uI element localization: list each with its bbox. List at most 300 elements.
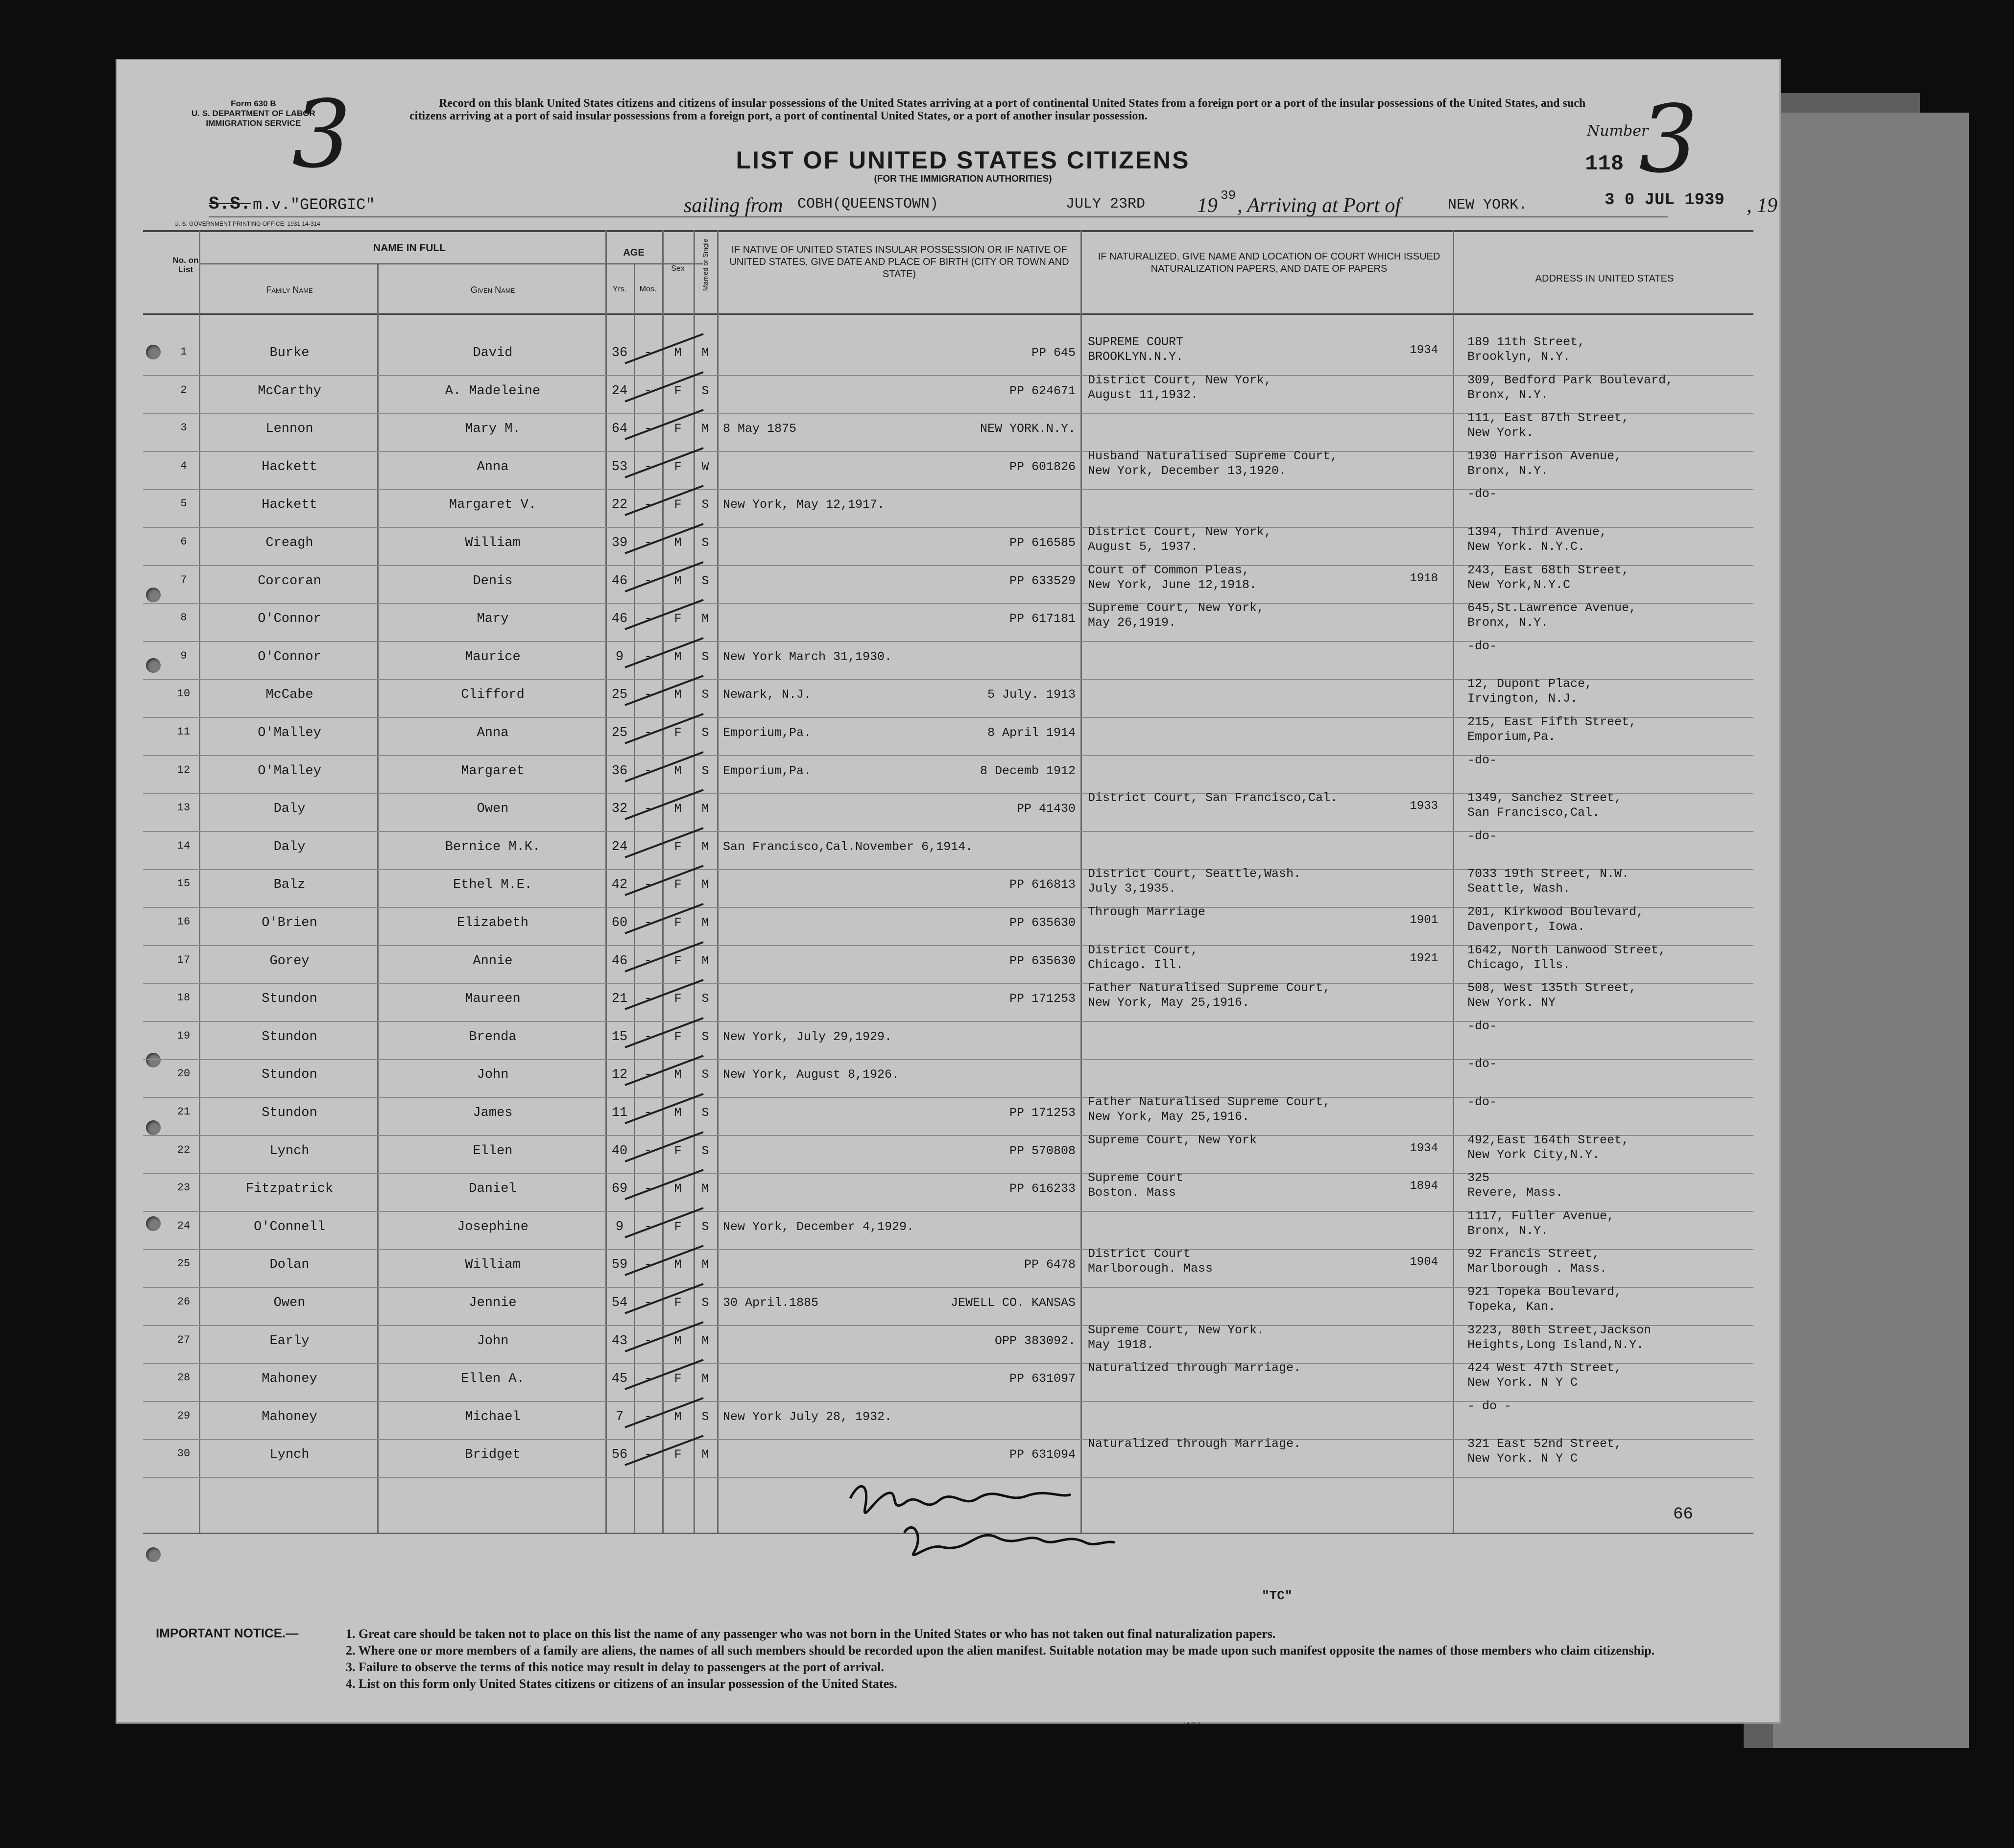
cell-addr1: -do- (1467, 1095, 1497, 1109)
cell-no: 2 (180, 383, 187, 396)
table-row (116, 1398, 1781, 1441)
cell-nat2: August 5, 1937. (1088, 540, 1199, 554)
cell-nat1: District Court, New York, (1088, 525, 1272, 539)
cell-sex: F (674, 422, 682, 436)
cell-nat-year (1379, 458, 1438, 496)
form-code-bottom: 14-314 (1183, 1722, 1200, 1728)
table-row (116, 373, 1781, 415)
cell-addr1: 1642, North Lanwood Street, (1467, 943, 1666, 957)
header-name-in-full: NAME IN FULL (373, 242, 446, 254)
cell-no: 20 (177, 1067, 191, 1080)
cell-addr1: 645,St.Lawrence Avenue, (1467, 601, 1637, 616)
table-row (116, 867, 1781, 908)
cell-family: O'Connor (258, 612, 321, 627)
cell-mos: - (644, 612, 652, 627)
check-mark-icon (620, 861, 718, 905)
cell-nat-year (1379, 1445, 1438, 1483)
notice-item: 3. Failure to observe the terms of this notice may result in delay to passengers at the port of arrival. (346, 1660, 884, 1674)
cell-nat-year (1379, 724, 1438, 761)
check-mark-icon (620, 785, 718, 829)
cell-age: 45 (611, 1372, 628, 1387)
manifest-page (116, 59, 1781, 1728)
check-mark-icon (620, 595, 718, 639)
header-age: AGE (623, 247, 645, 258)
cell-nat2: Marlborough. Mass (1088, 1261, 1213, 1276)
check-mark-icon (620, 823, 718, 867)
cell-ms: M (701, 877, 709, 892)
cell-ms: M (701, 346, 709, 360)
cell-addr1: 1394, Third Avenue, (1467, 525, 1607, 539)
cell-addr1: -do- (1467, 639, 1497, 653)
check-mark-icon (620, 633, 718, 677)
cell-birth-place: PP 616585 (1009, 536, 1076, 550)
cell-no: 4 (180, 459, 187, 472)
cell-nat1: District Court (1088, 1247, 1191, 1261)
table-row (116, 601, 1781, 642)
cell-birth-date: New York March 31,1930. (723, 649, 892, 664)
back-page-edge-2 (1773, 113, 1969, 1748)
cell-age: 42 (611, 877, 628, 893)
cell-nat-year (1379, 1408, 1438, 1445)
cell-age: 69 (611, 1182, 628, 1197)
cell-mos: - (644, 1257, 652, 1273)
check-mark-icon (620, 747, 718, 791)
cell-nat-year (1379, 990, 1438, 1027)
cell-sex: F (674, 877, 682, 892)
cell-given: Brenda (469, 1029, 517, 1044)
cell-addr1: 424 West 47th Street, (1467, 1361, 1622, 1375)
cell-given: Annie (473, 953, 513, 969)
cell-ms: S (701, 1296, 709, 1310)
cell-no: 14 (177, 839, 191, 852)
cell-birth-date: 30 April.1885 (723, 1296, 819, 1310)
port-to: NEW YORK. (1448, 197, 1528, 213)
cell-birth-place: PP 635630 (1009, 916, 1076, 930)
cell-ms: M (701, 612, 709, 626)
cell-no: 21 (177, 1106, 191, 1118)
table-row (116, 525, 1781, 567)
cell-given: David (473, 346, 513, 360)
cell-birth-date: Emporium,Pa. (723, 726, 812, 740)
cell-addr1: -do- (1467, 487, 1497, 501)
cell-birth-place: 5 July. 1913 (987, 687, 1076, 702)
cell-sex: M (674, 687, 682, 702)
cell-sex: M (674, 536, 682, 550)
cell-nat-year (1379, 1028, 1438, 1066)
table-top-rule (143, 230, 1753, 232)
cell-birth-place: PP 616813 (1009, 877, 1076, 892)
cell-given: Maurice (465, 649, 521, 664)
cell-mos: - (644, 422, 652, 437)
arriving-label: , Arriving at Port of (1237, 194, 1401, 217)
cell-birth-place: 8 April 1914 (987, 726, 1076, 740)
cell-given: John (477, 1333, 509, 1349)
cell-sex: M (674, 763, 682, 778)
cell-age: 9 (615, 1219, 624, 1234)
cell-sex: F (674, 612, 682, 626)
header-birth: IF NATIVE OF UNITED STATES INSULAR POSSESSION OR IF NATIVE OF UNITED STATES, GIVE DATE AND PLACE OF BIRTH (CITY OR TOWN AND STATE) (729, 244, 1069, 280)
header-address: ADDRESS IN UNITED STATES (1535, 273, 1674, 284)
cell-birth-date: Emporium,Pa. (723, 763, 812, 778)
cell-addr2: New York. N Y C (1467, 1451, 1578, 1466)
cell-addr1: 921 Topeka Boulevard, (1467, 1285, 1622, 1299)
cell-sex: M (674, 802, 682, 816)
cell-no: 17 (177, 953, 191, 966)
cell-birth-place: PP 617181 (1009, 612, 1076, 626)
cell-nat-year (1379, 420, 1438, 457)
cell-nat-year (1379, 838, 1438, 876)
cell-birth-date: Newark, N.J. (723, 687, 812, 702)
cell-family: Lynch (269, 1143, 310, 1159)
cell-mos: - (644, 1333, 652, 1349)
cell-sex: F (674, 726, 682, 740)
cell-given: Bernice M.K. (445, 839, 541, 854)
cell-addr2: Bronx, N.Y. (1467, 1223, 1549, 1238)
cell-given: Josephine (457, 1219, 528, 1234)
vessel-name: m.v."GEORGIC" (253, 196, 375, 214)
cell-family: Owen (273, 1296, 306, 1310)
cell-nat-year: 1904 (1410, 1256, 1438, 1269)
page-title: LIST OF UNITED STATES CITIZENS (736, 146, 1190, 174)
cell-no: 29 (177, 1409, 191, 1422)
cell-age: 25 (611, 726, 628, 740)
instructions-text: Record on this blank United States citizens and citizens of insular possessions of the United States arriving at a port of continental United States from a foreign port or a port of the insular possessions of the United States, and such citizens arriving at a port of said insular possessions from a foreign port, a port of continental United States, or a port of another insular possession. (409, 97, 1586, 122)
cell-addr1: 243, East 68th Street, (1467, 563, 1630, 577)
cell-birth-place: PP 171253 (1009, 1106, 1076, 1120)
cell-ms: M (701, 1257, 709, 1272)
cell-nat-year (1379, 686, 1438, 723)
cell-family: Mahoney (262, 1372, 317, 1387)
cell-given: Ethel M.E. (453, 877, 533, 893)
cell-given: Owen (477, 802, 509, 817)
cell-addr1: 215, East Fifth Street, (1467, 715, 1637, 729)
service-name: IMMIGRATION SERVICE (206, 118, 301, 128)
cell-nat2: Chicago. Ill. (1088, 957, 1184, 972)
cell-no: 5 (180, 498, 187, 510)
cell-nat-year: 1901 (1410, 914, 1438, 927)
cell-given: Denis (473, 573, 513, 589)
cell-birth-place: PP 633529 (1009, 573, 1076, 588)
cell-ms: S (701, 536, 709, 550)
check-mark-icon (620, 1279, 718, 1323)
cell-given: Anna (477, 726, 509, 740)
table-row (116, 335, 1781, 377)
cell-given: Jennie (469, 1296, 517, 1310)
cell-nat-year (1379, 382, 1438, 420)
cell-given: Clifford (461, 687, 525, 703)
header-years: Yrs. (612, 285, 627, 293)
cell-no: 3 (180, 422, 187, 434)
cell-addr2: Davenport, Iowa. (1467, 920, 1585, 934)
cell-age: 7 (615, 1409, 624, 1424)
cell-nat2: BROOKLYN.N.Y. (1088, 350, 1184, 364)
cell-ms: S (701, 763, 709, 778)
cell-sex: F (674, 1029, 682, 1044)
cell-addr2: Seattle, Wash. (1467, 881, 1571, 896)
cell-ms: M (701, 953, 709, 968)
cell-no: 19 (177, 1029, 191, 1042)
cell-nat-year (1379, 762, 1438, 800)
cell-mos: - (644, 536, 652, 550)
cell-family: Mahoney (262, 1409, 317, 1424)
table-row (116, 943, 1781, 985)
cell-given: Mary M. (465, 422, 521, 437)
cell-addr1: 309, Bedford Park Boulevard, (1467, 373, 1674, 387)
cell-nat-year (1379, 1294, 1438, 1331)
cell-nat2: May 26,1919. (1088, 616, 1176, 630)
table-row (116, 1208, 1781, 1251)
cell-family: Stundon (262, 992, 317, 1007)
table-row (116, 1361, 1781, 1402)
cell-family: Corcoran (258, 573, 321, 589)
notice-item: 1. Great care should be taken not to place on this list the name of any passenger who was not born in the United States or who has not taken out final naturalization papers. (346, 1627, 1276, 1641)
cell-ms: S (701, 1219, 709, 1234)
cell-ms: S (701, 726, 709, 740)
cell-age: 46 (611, 573, 628, 589)
cell-nat1: Supreme Court, New York (1088, 1133, 1257, 1147)
header-no: No. on List (172, 256, 199, 274)
check-mark-icon (620, 1089, 718, 1133)
cell-addr2: Irvington, N.J. (1467, 691, 1578, 706)
page-number: 66 (1673, 1505, 1693, 1524)
cell-no: 26 (177, 1296, 191, 1308)
cell-birth-date: San Francisco,Cal.November 6,1914. (723, 839, 973, 854)
check-mark-icon (620, 519, 718, 563)
cell-no: 28 (177, 1372, 191, 1384)
cell-birth-date: 8 May 1875 (723, 422, 797, 436)
cell-no: 9 (180, 649, 187, 662)
check-mark-icon (620, 1355, 718, 1399)
cell-nat-year: 1933 (1410, 800, 1438, 813)
cell-ms: S (701, 1143, 709, 1158)
cell-birth-place: PP 631094 (1009, 1447, 1076, 1462)
page-subtitle: (FOR THE IMMIGRATION AUTHORITIES) (874, 174, 1052, 184)
cell-nat-year: 1921 (1410, 951, 1438, 965)
cell-nat-year: 1918 (1410, 571, 1438, 585)
cell-ms: S (701, 687, 709, 702)
voyage-underline (209, 216, 1668, 217)
cell-mos: - (644, 687, 652, 703)
cell-age: 46 (611, 953, 628, 969)
cell-given: James (473, 1106, 513, 1120)
cell-sex: F (674, 1447, 682, 1462)
cell-age: 25 (611, 687, 628, 703)
cell-family: Lennon (265, 422, 313, 437)
cell-age: 21 (611, 992, 628, 1007)
cell-sex: F (674, 383, 682, 398)
punch-hole (146, 1547, 161, 1562)
cell-nat1: District Court, Seattle,Wash. (1088, 867, 1301, 881)
cell-sex: F (674, 992, 682, 1006)
signature (840, 1469, 1154, 1587)
table-row (116, 411, 1781, 452)
cell-age: 24 (611, 839, 628, 854)
notice-item: 4. List on this form only United States citizens or citizens of an insular possession of the United States. (346, 1677, 897, 1691)
cell-family: Fitzpatrick (245, 1182, 334, 1197)
cell-nat1: Supreme Court, New York, (1088, 601, 1265, 616)
cell-age: 36 (611, 763, 628, 779)
cell-ms: S (701, 1029, 709, 1044)
cell-family: Stundon (262, 1067, 317, 1083)
cell-family: Early (269, 1333, 310, 1349)
cell-addr1: 12, Dupont Place, (1467, 677, 1593, 691)
table-row (116, 1171, 1781, 1212)
cell-nat1: Through Marriage (1088, 905, 1206, 919)
cell-addr1: 1117, Fuller Avenue, (1467, 1208, 1615, 1223)
form-number: Form 630 B (231, 99, 276, 108)
check-mark-icon (620, 481, 718, 525)
cell-no: 27 (177, 1333, 191, 1346)
cell-no: 18 (177, 992, 191, 1004)
cell-addr2: New York,N.Y.C (1467, 577, 1571, 592)
notice-list (346, 1626, 1737, 1692)
header-married-single: Married or Single (701, 238, 709, 291)
cell-nat1: Supreme Court (1088, 1171, 1184, 1185)
cell-addr2: Chicago, Ills. (1467, 957, 1571, 972)
cell-no: 24 (177, 1219, 191, 1232)
header-given-name: Given Name (470, 285, 515, 295)
check-mark-icon (620, 367, 718, 411)
cell-addr1: -do- (1467, 829, 1497, 843)
sailing-date: JULY 23RD (1066, 196, 1146, 213)
cell-nat1: Naturalized through Marriage. (1088, 1361, 1301, 1375)
cell-addr2: Revere, Mass. (1467, 1185, 1563, 1200)
cell-no: 11 (177, 726, 191, 738)
table-header-rule (143, 313, 1753, 315)
cell-family: O'Malley (258, 726, 321, 740)
check-mark-icon (620, 1431, 718, 1475)
cell-family: Dolan (269, 1257, 310, 1273)
cell-addr2: San Francisco,Cal. (1467, 806, 1600, 820)
cell-given: Margaret V. (449, 498, 537, 513)
cell-age: 60 (611, 916, 628, 930)
cell-age: 64 (611, 422, 628, 437)
cell-age: 22 (611, 498, 628, 513)
handwritten-page-mark: 3 (292, 80, 351, 189)
cell-birth-place: PP 616233 (1009, 1182, 1076, 1196)
cell-nat1: Court of Common Pleas, (1088, 563, 1250, 577)
cell-family: O'Connell (254, 1219, 325, 1234)
cell-no: 13 (177, 802, 191, 814)
cell-given: Margaret (461, 763, 525, 779)
cell-nat1: Naturalized through Marriage. (1088, 1437, 1301, 1451)
table-row (116, 829, 1781, 871)
cell-birth-place: PP 645 (1031, 346, 1076, 360)
cell-birth-place: PP 6478 (1024, 1257, 1076, 1272)
cell-ms: S (701, 498, 709, 512)
cell-nat1: Husband Naturalised Supreme Court, (1088, 449, 1338, 463)
table-row (116, 1323, 1781, 1365)
tc-mark: "TC" (1262, 1588, 1293, 1603)
cell-no: 8 (180, 612, 187, 624)
check-mark-icon (620, 975, 718, 1019)
cell-nat-year (1379, 648, 1438, 686)
cell-sex: M (674, 1067, 682, 1082)
check-mark-icon (620, 329, 718, 373)
cell-nat-year (1379, 876, 1438, 913)
cell-mos: - (644, 1182, 652, 1197)
header-family-name: Family Name (266, 285, 313, 295)
cell-age: 11 (611, 1106, 628, 1120)
cell-no: 1 (180, 346, 187, 358)
notice-label: IMPORTANT NOTICE.— (156, 1626, 299, 1640)
table-row (116, 1019, 1781, 1061)
cell-no: 10 (177, 687, 191, 700)
header-naturalized: IF NATURALIZED, GIVE NAME AND LOCATION OF COURT WHICH ISSUED NATURALIZATION PAPERS, AND DATE OF PAPERS (1098, 251, 1440, 274)
cell-given: William (465, 1257, 521, 1273)
check-mark-icon (620, 557, 718, 601)
cell-mos: - (644, 1372, 652, 1387)
cell-sex: F (674, 1143, 682, 1158)
cell-nat1: District Court, (1088, 943, 1199, 957)
cell-sex: F (674, 839, 682, 854)
cell-birth-date: New York, May 12,1917. (723, 498, 885, 512)
cell-ms: M (701, 1182, 709, 1196)
cell-addr2: Heights,Long Island,N.Y. (1467, 1337, 1644, 1352)
cell-ms: M (701, 802, 709, 816)
check-mark-icon (620, 1203, 718, 1247)
cell-no: 25 (177, 1257, 191, 1270)
cell-birth-date: New York, July 29,1929. (723, 1029, 892, 1044)
number-label: Number (1587, 122, 1649, 140)
number-handwritten: 3 (1639, 85, 1698, 193)
notice-item: 2. Where one or more members of a family are aliens, the names of all such members should be recorded upon the alien manifest. Suitable notation may be made upon such manifest opposite the names of those members who claim citizenship. (346, 1643, 1655, 1658)
cell-family: Gorey (269, 953, 310, 969)
cell-family: O'Brien (262, 916, 317, 930)
cell-mos: - (644, 1067, 652, 1083)
cell-mos: - (644, 726, 652, 740)
header-sex: Sex (671, 264, 685, 273)
cell-no: 30 (177, 1447, 191, 1460)
cell-nat2: Boston. Mass (1088, 1185, 1176, 1200)
cell-addr2: New York. N Y C (1467, 1375, 1578, 1390)
cell-mos: - (644, 1409, 652, 1424)
table-row (116, 639, 1781, 681)
cell-age: 59 (611, 1257, 628, 1273)
cell-nat1: District Court, New York, (1088, 373, 1272, 387)
cell-no: 15 (177, 877, 191, 890)
cell-addr1: 492,East 164th Street, (1467, 1133, 1630, 1147)
check-mark-icon (620, 1165, 718, 1209)
cell-mos: - (644, 346, 652, 360)
cell-nat2: July 3,1935. (1088, 881, 1176, 896)
table-row (116, 905, 1781, 947)
cell-sex: F (674, 1219, 682, 1234)
cell-ms: M (701, 1372, 709, 1386)
check-mark-icon (620, 1051, 718, 1095)
cell-ms: S (701, 649, 709, 664)
cell-nat-year (1379, 1370, 1438, 1407)
cell-sex: M (674, 1333, 682, 1348)
year-blank: , 19 (1747, 194, 1777, 217)
cell-family: Burke (269, 346, 310, 360)
cell-nat1: Supreme Court, New York. (1088, 1323, 1265, 1337)
cell-family: Lynch (269, 1447, 310, 1463)
cell-family: McCabe (265, 687, 313, 703)
cell-addr2: New York. N.Y.C. (1467, 540, 1585, 554)
cell-given: Mary (477, 612, 509, 627)
port-from: COBH(QUEENSTOWN) (797, 196, 939, 213)
cell-mos: - (644, 649, 652, 664)
header-months: Mos. (639, 285, 657, 293)
vessel-prefix: S.S. (209, 194, 251, 214)
cell-given: Ellen A. (461, 1372, 525, 1387)
cell-ms: M (701, 916, 709, 930)
cell-birth-date: New York, December 4,1929. (723, 1219, 914, 1234)
cell-nat-year: 1934 (1410, 1141, 1438, 1155)
cell-addr1: -do- (1467, 1019, 1497, 1033)
cell-birth-date: New York July 28, 1932. (723, 1409, 892, 1424)
